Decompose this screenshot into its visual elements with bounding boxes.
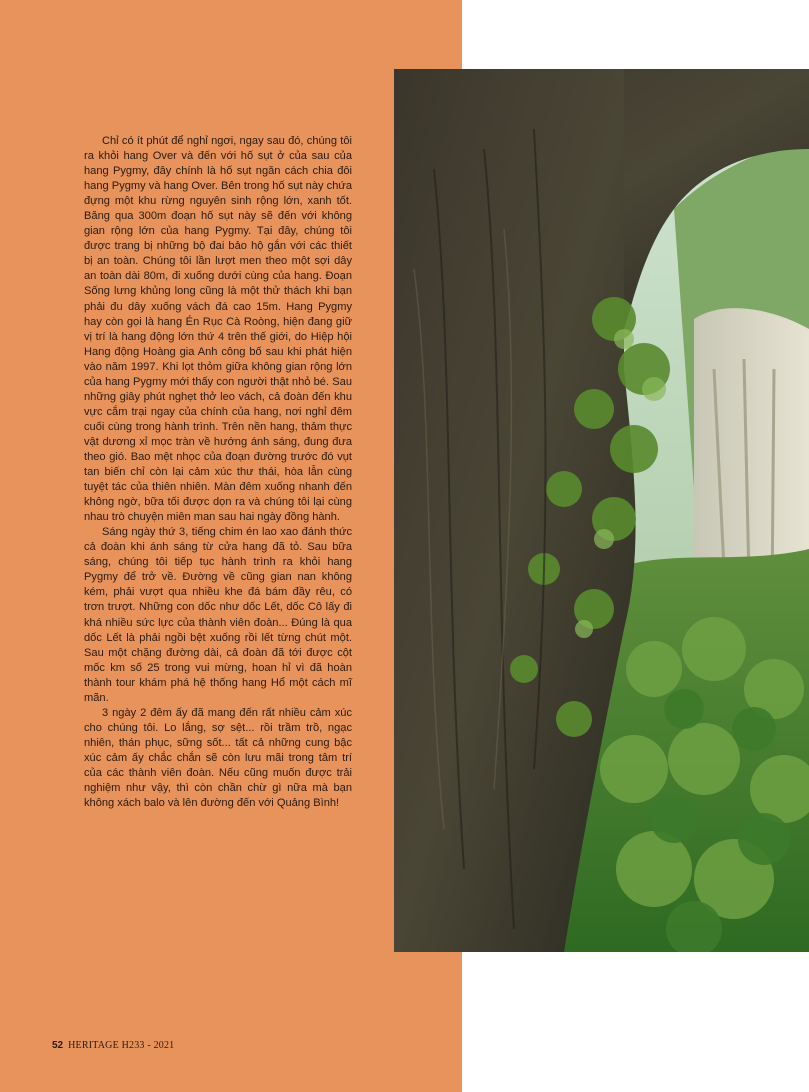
article-paragraph-3: 3 ngày 2 đêm ấy đã mang đến rất nhiều cảm xúc cho chúng tôi. Lo lắng, sợ sệt... rồi trầm trồ, ngạc nhiên, thán phục, sững sốt... tất cả những cung bậc xúc cảm ấy chắc chắn sẽ còn lưu mãi trong tâm trí của các thành viên đoàn. Nếu cũng muốn được trải nghiệm như vậy, thì còn chần chừ gì nữa mà bạn không xách balo và lên đường đến với Quảng Bình! bbox=[84, 706, 352, 810]
page-footer bbox=[52, 1040, 174, 1051]
magazine-issue: HERITAGE H233 - 2021 bbox=[68, 1040, 175, 1051]
article-body bbox=[84, 134, 352, 811]
article-paragraph-2: Sáng ngày thứ 3, tiếng chim én lao xao đánh thức cả đoàn khi ánh sáng từ cửa hang đã tỏ. Sau bữa sáng, chúng tôi tiếp tục hành trình ra khỏi hang Pygmy để trở về. Đường về cũng gian nan không kém, phải vượt qua nhiều khe đá bám đầy rêu, có trơn trượt. Những con dốc như dốc Lết, dốc Cô lấy đi khá nhiều sức lực của thành viên đoàn... Đúng là qua dốc Lết là phải ngồi bệt xuống rồi lết từng chút một. Sau một chặng đường dài, cả đoàn đã tới được cột mốc km số 25 trong vui mừng, hoan hỉ vì đã hoàn thành tour khám phá hệ thống hang Hổ một cách mĩ mãn. bbox=[84, 526, 352, 704]
article-paragraph-1: Chỉ có ít phút để nghỉ ngơi, ngay sau đó, chúng tôi ra khỏi hang Over và đến với hố sụt ở của sau của hang Pygmy, đây chính là hố sụt ngăn cách chia đôi hang Pygmy và hang Over. Bên trong hố sụt này chứa đựng một khu rừng nguyên sinh rộng lớn, xanh tốt. Băng qua 300m đoạn hố sụt này sẽ đến với không gian rộng lớn của hang Pygmy. Tại đây, chúng tôi được trang bị những bộ đai bảo hộ gắn với các thiết bị an toàn. Chúng tôi lần lượt men theo một sợi dây an toàn dài 80m, đi xuống dưới cùng của hang. Đoạn Sống lưng khủng long cũng là một thử thách khi bạn phải đu dây xuống vách đá cao 15m. Hang Pygmy hay còn gọi là hang Én Rục Cà Roòng, hiện đang giữ vị trí là hang động lớn thứ 4 trên thế giới, do Hiệp hội Hang động Hoàng gia Anh công bố sau khi phát hiện vào năm 1997. Khi lọt thỏm giữa không gian rộng lớn của hang Pygmy mới thấy con người thật nhỏ bé. Sau những giây phút nghẹt thở leo vách, cả đoàn đến khu vực cắm trại ngay của chính của hang, nơi nghỉ đêm cuối cùng trong hành trình. Trên nền hang, thảm thực vật dương xỉ mọc tràn về hướng ánh sáng, đung đưa theo gió. Bao mệt nhọc của đoạn đường trước đó vụt tan biến chỉ còn lại cảm xúc thư thái, hòa lẫn cùng tuyệt tác của thiên nhiên. Màn đêm xuống nhanh đến không ngờ, bữa tối được dọn ra và chúng tôi lại cùng nhau trò chuyện miên man sau hai ngày đồng hành. bbox=[84, 135, 352, 524]
page-number: 52 bbox=[52, 1040, 64, 1051]
cave-photo bbox=[394, 69, 809, 952]
